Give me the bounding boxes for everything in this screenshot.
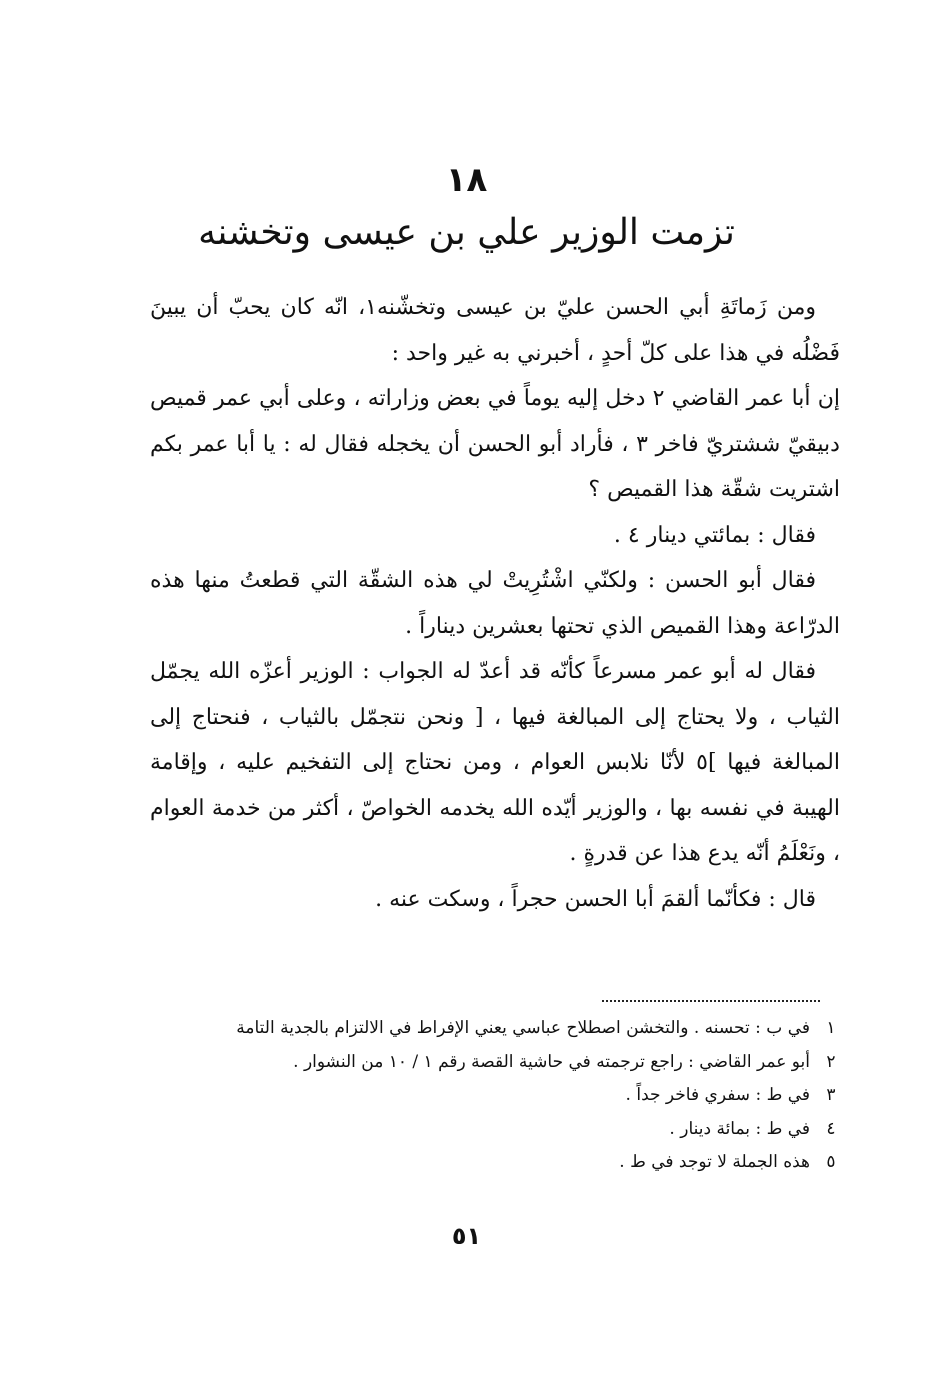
paragraph: قال : فكأنّما ألقمَ أبا الحسن حجراً ، وسكت عنه .: [375, 886, 816, 912]
footnote: [150, 1012, 840, 1046]
paragraph: ومن زَماتَةِ أبي الحسن عليّ بن عيسى وتخشّنه١، انّه كان يحبّ أن يبينَ فَضْلُه في هذا على كلّ أحدٍ ، أخبرني به غير واحد :: [150, 295, 840, 366]
footnote-text: أبو عمر القاضي : راجع ترجمته في حاشية القصة رقم ١ / ١٠ من النشوار .: [293, 1051, 810, 1072]
footnote-number: ٥: [826, 1152, 836, 1172]
footnote-text: في ط : بمائة دينار .: [669, 1118, 810, 1139]
footnote-divider: [602, 1000, 820, 1002]
paragraph: إن أبا عمر القاضي ٢ دخل إليه يوماً في بعض وزاراته ، وعلى أبي عمر قميص دبيقيّ ششتريّ فاخر ٣ ، فأراد أبو الحسن أن يخجله فقال له : يا أبا عمر بكم اشتريت شقّة هذا القميص ؟: [150, 386, 840, 502]
footnote: [150, 1046, 840, 1080]
footnote-text: في ط : سفري فاخر جداً .: [625, 1085, 810, 1105]
footnote-number: ٢: [826, 1051, 836, 1072]
paragraph: فقال له أبو عمر مسرعاً كأنّه قد أعدّ له الجواب : الوزير أعزّه الله يجمّل الثياب ، ولا يحتاج إلى المبالغة فيها ، [ ونحن نتجمّل بالثياب ، فنحتاج إلى المبالغة فيها ]٥ لأنّا نلابس العوام ، ومن نحتاج إلى التفخيم عليه ، وإقامة الهيبة في نفسه بها ، والوزير أيّده الله يخدمه الخواصّ ، أكثر من خدمة العوام ، ونَعْلَمُ أنّه يدع هذا عن قدرةٍ .: [150, 659, 840, 866]
footnote-number: ١: [826, 1018, 836, 1038]
body-text: [150, 285, 840, 922]
footnote: [150, 1146, 840, 1180]
footnote: [150, 1079, 840, 1113]
chapter-title: تزمت الوزير علي بن عيسى وتخشنه: [198, 212, 735, 253]
footnote-number: ٤: [826, 1118, 836, 1139]
footnotes-list: [150, 1012, 840, 1180]
chapter-number: ١٨: [445, 160, 488, 200]
footnote: [150, 1113, 840, 1147]
footnote-text: هذه الجملة لا توجد في ط .: [619, 1152, 810, 1172]
footnote-number: ٣: [826, 1085, 836, 1105]
paragraph: فقال : بمائتي دينار ٤ .: [613, 522, 816, 548]
paragraph: فقال أبو الحسن : ولكنّي اشْتُرِيتْ لي هذه الشقّة التي قطعتُ منها هذه الدرّاعة وهذا القميص الذي تحتها بعشرين ديناراً .: [150, 568, 840, 639]
footnote-text: في ب : تحسنه . والتخشن اصطلاح عباسي يعني الإفراط في الالتزام بالجدية التامة: [236, 1018, 810, 1038]
page-number: ٥١: [451, 1222, 482, 1250]
